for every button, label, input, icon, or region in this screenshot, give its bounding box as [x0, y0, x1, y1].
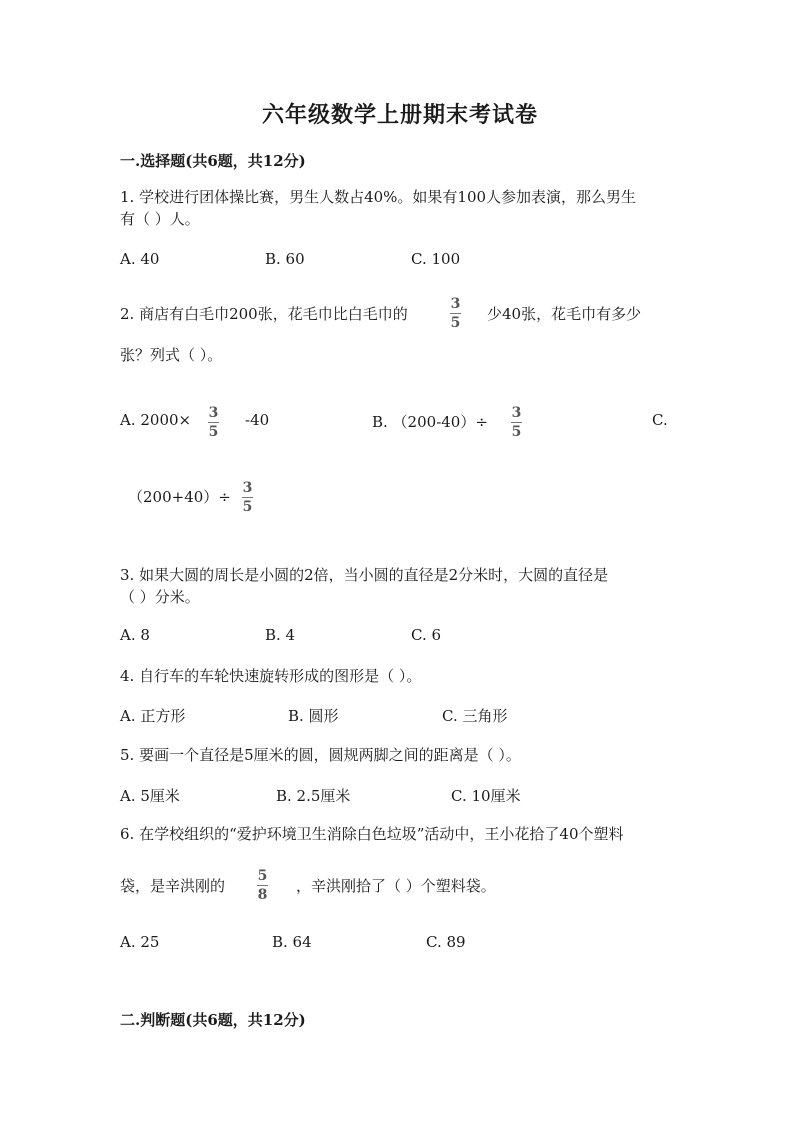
- question-1-option-b: B. 60: [265, 250, 305, 268]
- question-3-line-2: （ ）分米。: [120, 588, 200, 606]
- question-1-line-1: 1. 学校进行团体操比赛，男生人数占40%。如果有100人参加表演，那么男生: [120, 188, 637, 206]
- fraction-bar: [242, 497, 253, 498]
- question-5-option-c: C. 10厘米: [451, 787, 521, 805]
- section-heading-choice: 一.选择题(共6题，共12分): [120, 152, 306, 170]
- question-4-option-c: C. 三角形: [442, 707, 508, 725]
- question-2-line-2: 张？列式（ ）。: [120, 346, 223, 364]
- question-2-option-a-suffix: -40: [245, 411, 270, 429]
- question-1-option-a: A. 40: [120, 250, 160, 268]
- question-2-option-a-fraction: [208, 405, 219, 440]
- fraction-bar: [450, 313, 461, 314]
- question-6-option-b: B. 64: [272, 933, 312, 951]
- fraction-numerator: 5: [257, 868, 268, 884]
- question-2-option-a-prefix: A. 2000×: [120, 411, 192, 429]
- question-6-line-2-part-1: 袋，是辛洪刚的: [120, 877, 226, 895]
- fraction-bar: [257, 885, 268, 886]
- question-2-option-b-fraction: [511, 405, 522, 440]
- question-6-option-a: A. 25: [120, 933, 160, 951]
- fraction-denominator: 5: [208, 424, 219, 440]
- question-2-option-c-label: C.: [652, 411, 668, 429]
- fraction-denominator: 5: [511, 424, 522, 440]
- question-5-line-1: 5. 要画一个直径是5厘米的圆，圆规两脚之间的距离是（ ）。: [120, 746, 521, 764]
- question-5-option-a: A. 5厘米: [120, 787, 180, 805]
- question-4-line-1: 4. 自行车的车轮快速旋转形成的图形是（ ）。: [120, 667, 422, 685]
- fraction-bar: [208, 422, 219, 423]
- question-6-fraction: [257, 868, 268, 903]
- page-title: 六年级数学上册期末考试卷: [261, 102, 538, 128]
- question-2-line-1-part-1: 2. 商店有白毛巾200张，花毛巾比白毛巾的: [120, 305, 408, 323]
- question-2-option-c-fraction: [242, 480, 253, 515]
- fraction-numerator: 3: [450, 296, 461, 312]
- question-6-line-2-part-2: ，辛洪刚拾了（ ）个塑料袋。: [296, 877, 496, 895]
- question-2-fraction: [450, 296, 461, 331]
- question-4-option-b: B. 圆形: [288, 707, 339, 725]
- section-heading-judgement: 二.判断题(共6题，共12分): [120, 1011, 306, 1029]
- question-2-option-b-prefix: B. （200-40）÷: [372, 413, 488, 431]
- question-1-option-c: C. 100: [411, 250, 461, 268]
- question-3-line-1: 3. 如果大圆的周长是小圆的2倍，当小圆的直径是2分米时，大圆的直径是: [120, 566, 609, 584]
- question-5-option-b: B. 2.5厘米: [276, 787, 351, 805]
- fraction-bar: [511, 422, 522, 423]
- fraction-numerator: 3: [208, 405, 219, 421]
- fraction-denominator: 5: [450, 315, 461, 331]
- question-3-option-b: B. 4: [265, 626, 296, 644]
- question-3-option-a: A. 8: [120, 626, 150, 644]
- question-2-option-c-prefix: （200+40）÷: [128, 488, 231, 506]
- fraction-numerator: 3: [242, 480, 253, 496]
- question-6-option-c: C. 89: [426, 933, 466, 951]
- question-3-option-c: C. 6: [411, 626, 442, 644]
- fraction-denominator: 5: [242, 499, 253, 515]
- question-6-line-1: 6. 在学校组织的“爱护环境卫生消除白色垃圾”活动中，王小花拾了40个塑料: [120, 825, 624, 843]
- fraction-numerator: 3: [511, 405, 522, 421]
- fraction-denominator: 8: [257, 887, 268, 903]
- question-4-option-a: A. 正方形: [120, 707, 186, 725]
- question-2-line-1-part-2: 少40张，花毛巾有多少: [487, 305, 642, 323]
- question-1-line-2: 有（ ）人。: [120, 210, 200, 228]
